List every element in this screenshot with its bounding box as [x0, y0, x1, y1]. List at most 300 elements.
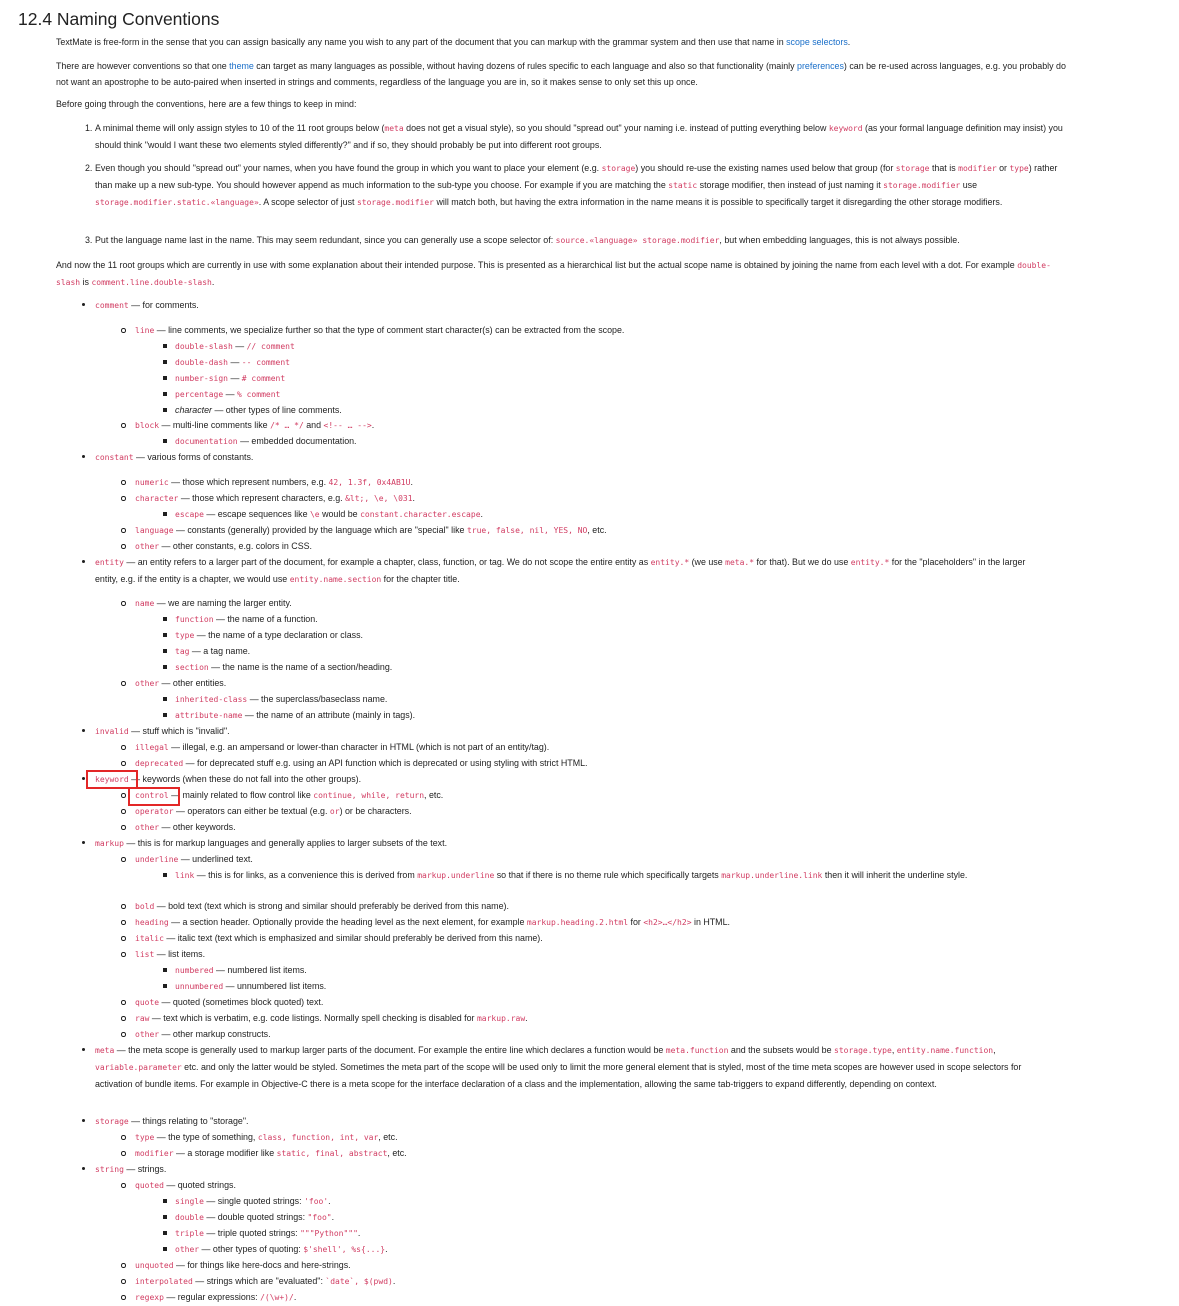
note-text: storage modifier, then instead of just naming it	[697, 180, 884, 190]
intro-text: ) can be re-used across languages, e.g. you probably do not want an apostrophe to be auto-paired when inserted in strings and comments, regardless of the language you are in, so it makes sense to only set this up once.	[56, 61, 1066, 87]
example-code: """Python"""	[300, 1229, 358, 1238]
list-item-quoted	[135, 1177, 236, 1194]
scope-code: numeric	[135, 478, 169, 487]
list-item-block	[135, 417, 374, 434]
item-desc: — line comments, we specialize further so that the type of comment start character(s) can be extracted from the scope.	[154, 325, 625, 335]
item-desc: — strings which are "evaluated":	[192, 1276, 326, 1286]
scope-code: keyword	[95, 775, 129, 784]
item-desc: .	[480, 509, 483, 519]
theme-link[interactable]: theme	[229, 61, 254, 71]
item-desc: — other types of quoting:	[199, 1244, 304, 1254]
list-item-string	[95, 1161, 166, 1178]
bullet-circle	[121, 544, 126, 549]
list-item-invalid	[95, 723, 230, 740]
list-item-storage-type	[135, 1129, 398, 1146]
list-item-comment	[95, 297, 199, 314]
scope-code: list	[135, 950, 155, 959]
bullet-square	[163, 408, 167, 412]
note-text: that is	[929, 163, 959, 173]
item-desc: — those which represent numbers, e.g.	[168, 477, 329, 487]
bullet-square	[163, 665, 167, 669]
item-desc: in HTML.	[691, 917, 730, 927]
scope-code: escape	[175, 510, 204, 519]
scope-code: italic	[135, 934, 164, 943]
item-desc: ) or be characters.	[339, 806, 412, 816]
item-desc: — strings.	[123, 1164, 167, 1174]
bullet-square	[163, 360, 167, 364]
scope-code: illegal	[135, 743, 169, 752]
bullet-circle	[121, 1151, 126, 1156]
list-item-percentage	[175, 386, 280, 403]
item-desc: then it will inherit the underline style.	[822, 870, 968, 880]
item-desc: — keywords (when these do not fall into the other groups).	[128, 774, 362, 784]
list-item-regexp	[135, 1289, 296, 1306]
list-item-attribute-name	[175, 707, 415, 724]
scope-code: single	[175, 1197, 204, 1206]
item-desc: — other constants, e.g. colors in CSS.	[159, 541, 313, 551]
scope-code: character	[135, 494, 179, 503]
intro-text: .	[847, 37, 851, 47]
list-item-heading	[135, 914, 730, 931]
list-item-numbered	[175, 962, 307, 979]
code-span: comment.line.double-slash	[91, 278, 212, 287]
list-item-double-slash	[175, 338, 295, 355]
scope-code: unnumbered	[175, 982, 224, 991]
example-code: entity.name.section	[289, 575, 382, 584]
example-code: continue, while, return	[313, 791, 425, 800]
scope-code: function	[175, 615, 214, 624]
note-item-2	[85, 160, 1067, 211]
root-groups-intro	[56, 257, 1066, 291]
scope-code: language	[135, 526, 174, 535]
scope-code: string	[95, 1165, 124, 1174]
note-text: will match both, but having the extra information in the name means it is possible to specifically target it disregarding the other storage modifiers.	[434, 197, 1003, 207]
scope-code: comment	[95, 301, 129, 310]
list-item-markup	[95, 835, 447, 852]
scope-code: inherited-class	[175, 695, 248, 704]
bullet-circle	[121, 1295, 126, 1300]
item-desc: .	[357, 1228, 361, 1238]
item-desc: — other keywords.	[159, 822, 236, 832]
scope-code: percentage	[175, 390, 224, 399]
list-item-keyword	[95, 771, 361, 788]
item-desc: ,	[993, 1045, 996, 1055]
scope-code: other	[135, 679, 160, 688]
bullet-circle	[121, 601, 126, 606]
example-code: <!-- … -->	[323, 421, 372, 430]
example-code: % comment	[236, 390, 281, 399]
scope-code: unquoted	[135, 1261, 174, 1270]
item-desc: — things relating to "storage".	[128, 1116, 249, 1126]
item-desc: — we are naming the larger entity.	[154, 598, 292, 608]
example-code: variable.parameter	[95, 1063, 182, 1072]
bullet-circle	[121, 809, 126, 814]
bullet-circle	[121, 1135, 126, 1140]
bullet-disc	[82, 455, 85, 458]
list-item-line	[135, 322, 624, 339]
list-item-underline	[135, 851, 253, 868]
code-span: modifier	[958, 164, 997, 173]
example-code: markup.heading.2.html	[526, 918, 629, 927]
item-desc: — the name of an attribute (mainly in tags).	[242, 710, 416, 720]
list-item-illegal	[135, 739, 549, 756]
item-desc: — other entities.	[159, 678, 227, 688]
item-desc: — escape sequences like	[203, 509, 310, 519]
item-desc: —	[232, 341, 247, 351]
example-code: or	[329, 807, 340, 816]
list-item-bold	[135, 898, 509, 915]
item-desc: — the type of something,	[154, 1132, 258, 1142]
item-desc: so that if there is no theme rule which specifically targets	[494, 870, 722, 880]
scope-code: block	[135, 421, 160, 430]
example-code: `date`, $(pwd)	[325, 1277, 393, 1286]
item-desc: .	[410, 477, 413, 487]
item-desc: — a section header. Optionally provide the heading level as the next element, for example	[168, 917, 527, 927]
scope-code: interpolated	[135, 1277, 193, 1286]
list-item-operator	[135, 803, 412, 820]
scope-code: numbered	[175, 966, 214, 975]
scope-code: underline	[135, 855, 179, 864]
bullet-circle	[121, 480, 126, 485]
code-span: storage.modifier	[883, 181, 961, 190]
bullet-circle	[121, 745, 126, 750]
scope-code: triple	[175, 1229, 204, 1238]
example-code: // comment	[246, 342, 295, 351]
bullet-circle	[121, 904, 126, 909]
bullet-square	[163, 376, 167, 380]
item-desc: — the name is the name of a section/heading.	[208, 662, 393, 672]
scope-code: section	[175, 663, 209, 672]
item-desc: — numbered list items.	[213, 965, 307, 975]
bullet-circle	[121, 936, 126, 941]
list-item-entity-other	[135, 675, 226, 692]
item-desc: for	[628, 917, 644, 927]
item-desc: — an entity refers to a larger part of the document, for example a chapter, class, function, or tag. We do not scope the entire entity as	[123, 557, 651, 567]
scope-code: deprecated	[135, 759, 184, 768]
example-code: class, function, int, var	[257, 1133, 379, 1142]
item-desc: — triple quoted strings:	[203, 1228, 301, 1238]
bullet-square	[163, 697, 167, 701]
item-desc: — for things like here-docs and here-strings.	[173, 1260, 351, 1270]
bullet-circle	[121, 496, 126, 501]
note-text: . A scope selector of just	[258, 197, 357, 207]
example-code: 42, 1.3f, 0x4AB1U	[328, 478, 411, 487]
item-desc: , etc.	[587, 525, 607, 535]
item-desc: —	[227, 373, 242, 383]
scope-code: documentation	[175, 437, 238, 446]
item-desc: —	[223, 389, 237, 399]
bullet-disc	[82, 1119, 85, 1122]
item-desc: — quoted (sometimes block quoted) text.	[159, 997, 324, 1007]
list-item-double	[175, 1209, 334, 1226]
list-item-function	[175, 611, 318, 628]
example-code: static, final, abstract	[276, 1149, 388, 1158]
note-text: , but when embedding languages, this is not always possible.	[719, 235, 960, 245]
bullet-circle	[121, 528, 126, 533]
note-text: Put the language name last in the name. This may seem redundant, since you can generally use a scope selector of:	[95, 235, 556, 245]
item-desc: and the subsets would be	[728, 1045, 835, 1055]
example-code: # comment	[241, 374, 286, 383]
item-desc: — for comments.	[128, 300, 199, 310]
list-item-numeric	[135, 474, 413, 491]
example-code: markup.underline.link	[721, 871, 823, 880]
note-text: or	[996, 163, 1010, 173]
list-item-entity	[95, 554, 1030, 588]
bullet-circle	[121, 952, 126, 957]
bullet-circle	[121, 1016, 126, 1021]
intro-paragraph-3: Before going through the conventions, here are a few things to keep in mind:	[56, 99, 357, 109]
item-desc: — this is for links, as a convenience this is derived from	[194, 870, 418, 880]
list-item-language	[135, 522, 607, 539]
bullet-circle	[121, 920, 126, 925]
bullet-square	[163, 1247, 167, 1251]
scope-code: raw	[135, 1014, 150, 1023]
list-item-constant-other	[135, 538, 312, 555]
intro-paragraph-1	[56, 34, 1066, 50]
scope-code: other	[135, 823, 160, 832]
scope-code: double	[175, 1213, 204, 1222]
example-code: "foo"	[307, 1213, 332, 1222]
item-desc: for that). But we do use	[754, 557, 851, 567]
intro-text: TextMate is free-form in the sense that you can assign basically any name you wish to any part of the document that you can markup with the grammar system and then use that name in	[56, 37, 787, 47]
preferences-link[interactable]: preferences	[797, 61, 844, 71]
item-desc: .	[328, 1196, 331, 1206]
code-span: storage.modifier	[356, 198, 434, 207]
scope-code: type	[175, 631, 195, 640]
note-text: A minimal theme will only assign styles to 10 of the 11 root groups below (	[95, 123, 385, 133]
scope-code: entity	[95, 558, 124, 567]
bullet-circle	[121, 1279, 126, 1284]
note-number: 3.	[85, 235, 93, 245]
bullet-circle	[121, 1183, 126, 1188]
item-desc: .	[371, 420, 375, 430]
item-desc: —	[227, 357, 242, 367]
scope-code: quoted	[135, 1181, 164, 1190]
scope-code: other	[135, 1030, 160, 1039]
bullet-square	[163, 873, 167, 877]
bullet-circle	[121, 681, 126, 686]
scope-code: link	[175, 871, 195, 880]
example-code: entity.*	[650, 558, 690, 567]
scope-code: heading	[135, 918, 169, 927]
bullet-circle	[121, 1263, 126, 1268]
example-code: $'shell', %s{...}	[303, 1245, 386, 1254]
example-code: -- comment	[241, 358, 290, 367]
scope-selectors-link[interactable]: scope selectors	[786, 37, 848, 47]
example-code: true, false, nil, YES, NO	[466, 526, 588, 535]
bullet-disc	[82, 841, 85, 844]
item-desc: — the meta scope is generally used to markup larger parts of the document. For example the entire line which declares a function would be	[114, 1045, 666, 1055]
list-item-tag	[175, 643, 250, 660]
intro-paragraph-2	[56, 58, 1066, 90]
list-item-list	[135, 946, 205, 963]
scope-code: other	[175, 1245, 200, 1254]
code-span: storage	[895, 164, 930, 173]
item-desc: — the name of a type declaration or class.	[194, 630, 363, 640]
code-span: double-slash	[56, 261, 1051, 287]
list-item-name	[135, 595, 292, 612]
bullet-square	[163, 1199, 167, 1203]
intro-text: .	[211, 277, 215, 287]
note-text: Even though you should "spread out" your names, when you have found the group in which you want to place your element (e.g.	[95, 163, 602, 173]
item-desc: — quoted strings.	[163, 1180, 236, 1190]
code-span: storage	[601, 164, 636, 173]
item-desc: — constants (generally) provided by the language which are "special" like	[173, 525, 467, 535]
item-desc: — underlined text.	[178, 854, 253, 864]
item-desc: .	[392, 1276, 396, 1286]
list-item-italic	[135, 930, 543, 947]
bullet-square	[163, 1231, 167, 1235]
list-item-control	[135, 787, 443, 804]
list-item-modifier	[135, 1145, 407, 1162]
item-desc: , etc.	[387, 1148, 407, 1158]
bullet-disc	[82, 1048, 85, 1051]
bullet-square	[163, 649, 167, 653]
item-desc: — stuff which is "invalid".	[128, 726, 230, 736]
list-item-interpolated	[135, 1273, 395, 1290]
example-code: entity.name.function	[896, 1046, 994, 1055]
bullet-circle	[121, 1032, 126, 1037]
bullet-disc	[82, 729, 85, 732]
scope-code: control	[135, 791, 169, 800]
item-desc: — various forms of constants.	[133, 452, 254, 462]
list-item-character-comment	[175, 402, 342, 418]
item-desc: etc. and only the latter would be styled. Sometimes the meta part of the scope will be used only to limit the more general element that is styled, most of the time meta scopes are however used in scope selectors for activation of bundle items. For example in Objective-C there is a meta scope for the interface declaration of a class and the implementation, allowing the same tab-triggers to expand differently, depending on context.	[95, 1062, 1022, 1089]
item-desc: (we use	[689, 557, 726, 567]
intro-text: And now the 11 root groups which are currently in use with some explanation about their intended purpose. This is presented as a hierarchical list but the actual scope name is obtained by joining the name from each level with a dot. For example	[56, 260, 1018, 270]
item-desc: .	[525, 1013, 528, 1023]
item-desc: for the chapter title.	[381, 574, 460, 584]
item-desc: , etc.	[424, 790, 444, 800]
item-desc: — single quoted strings:	[203, 1196, 305, 1206]
example-code: \e	[309, 510, 320, 519]
scope-code: name	[135, 599, 155, 608]
example-code: meta.function	[665, 1046, 729, 1055]
list-item-constant	[95, 449, 253, 466]
bullet-square	[163, 512, 167, 516]
code-span: static	[668, 181, 698, 190]
example-code: &lt;, \e, \031	[345, 494, 413, 503]
item-desc: , etc.	[378, 1132, 398, 1142]
list-item-quote	[135, 994, 323, 1011]
list-item-deprecated	[135, 755, 588, 772]
item-desc: — other markup constructs.	[159, 1029, 271, 1039]
intro-text: can target as many languages as possible, without having dozens of rules specific to each language and also so that functionality (mainly	[253, 61, 798, 71]
scope-code: bold	[135, 902, 155, 911]
list-item-number-sign	[175, 370, 285, 387]
note-item-3	[85, 232, 1067, 249]
bullet-square	[163, 633, 167, 637]
note-text: ) you should re-use the existing names used below that group (for	[635, 163, 896, 173]
bullet-square	[163, 713, 167, 717]
example-code: entity.*	[850, 558, 890, 567]
list-item-inherited-class	[175, 691, 387, 708]
item-desc: — unnumbered list items.	[223, 981, 327, 991]
note-number: 1.	[85, 123, 93, 133]
bullet-circle	[121, 825, 126, 830]
scope-code: double-dash	[175, 358, 228, 367]
scope-code: other	[135, 542, 160, 551]
bullet-square	[163, 1215, 167, 1219]
bullet-square	[163, 439, 167, 443]
item-desc: would be	[319, 509, 361, 519]
bullet-disc	[82, 560, 85, 563]
note-text: does not get a visual style), so you should "spread out" your naming i.e. instead of putting everything below	[403, 123, 829, 133]
scope-code: storage	[95, 1117, 129, 1126]
bullet-square	[163, 392, 167, 396]
note-text: (as your formal language definition may insist) you should think "would I want these two elements styled differently?" and if so, they should probably be put into different root groups.	[95, 123, 1063, 150]
item-desc: — other types of line comments.	[212, 405, 342, 415]
code-span: keyword	[828, 124, 863, 133]
item-desc: — text which is verbatim, e.g. code listings. Normally spell checking is disabled for	[149, 1013, 477, 1023]
item-desc: and	[303, 420, 324, 430]
code-span: storage.modifier.static.«language»	[95, 198, 259, 207]
list-item-escape	[175, 506, 483, 523]
example-code: /(\w+)/	[260, 1293, 294, 1302]
item-name: character	[175, 405, 212, 415]
item-desc: — illegal, e.g. an ampersand or lower-than character in HTML (which is not part of an entity/tag).	[168, 742, 550, 752]
bullet-disc	[82, 777, 85, 780]
intro-text: is	[80, 277, 92, 287]
bullet-circle	[121, 423, 126, 428]
example-code: markup.raw	[476, 1014, 526, 1023]
item-desc: — regular expressions:	[163, 1292, 261, 1302]
example-code: /* … */	[270, 421, 304, 430]
bullet-circle	[121, 328, 126, 333]
bullet-circle	[121, 857, 126, 862]
bullet-square	[163, 968, 167, 972]
intro-text: There are however conventions so that one	[56, 61, 230, 71]
bullet-disc	[82, 303, 85, 306]
scope-code: number-sign	[175, 374, 228, 383]
scope-code: attribute-name	[175, 711, 243, 720]
item-desc: — embedded documentation.	[237, 436, 357, 446]
code-span: meta	[384, 124, 404, 133]
note-text: ) rather than make up a new sub-type. You should however append as much information to the sub-type you choose. For example if you are matching the	[95, 163, 1058, 190]
item-desc: — double quoted strings:	[203, 1212, 308, 1222]
list-item-unnumbered	[175, 978, 326, 995]
scope-code: constant	[95, 453, 134, 462]
item-desc: — the superclass/baseclass name.	[247, 694, 388, 704]
scope-code: invalid	[95, 727, 129, 736]
item-desc: — multi-line comments like	[159, 420, 271, 430]
scope-code: type	[135, 1133, 155, 1142]
scope-code: modifier	[135, 1149, 174, 1158]
example-code: storage.type	[834, 1046, 892, 1055]
bullet-circle	[121, 793, 126, 798]
list-item-markup-other	[135, 1026, 271, 1043]
list-item-storage	[95, 1113, 248, 1130]
scope-code: tag	[175, 647, 190, 656]
item-desc: — this is for markup languages and generally applies to larger subsets of the text.	[123, 838, 448, 848]
scope-code: double-slash	[175, 342, 233, 351]
bullet-square	[163, 617, 167, 621]
item-desc: — a tag name.	[189, 646, 251, 656]
list-item-meta	[95, 1042, 1060, 1092]
list-item-link	[175, 867, 1055, 884]
note-number: 2.	[85, 163, 93, 173]
code-span: source.«language» storage.modifier	[555, 236, 720, 245]
example-code: constant.character.escape	[360, 510, 481, 519]
scope-code: line	[135, 326, 155, 335]
note-text: use	[960, 180, 978, 190]
item-desc: — those which represent characters, e.g.	[178, 493, 346, 503]
scope-code: markup	[95, 839, 124, 848]
bullet-square	[163, 344, 167, 348]
item-desc: .	[293, 1292, 297, 1302]
item-desc: .	[331, 1212, 335, 1222]
example-code: meta.*	[725, 558, 755, 567]
